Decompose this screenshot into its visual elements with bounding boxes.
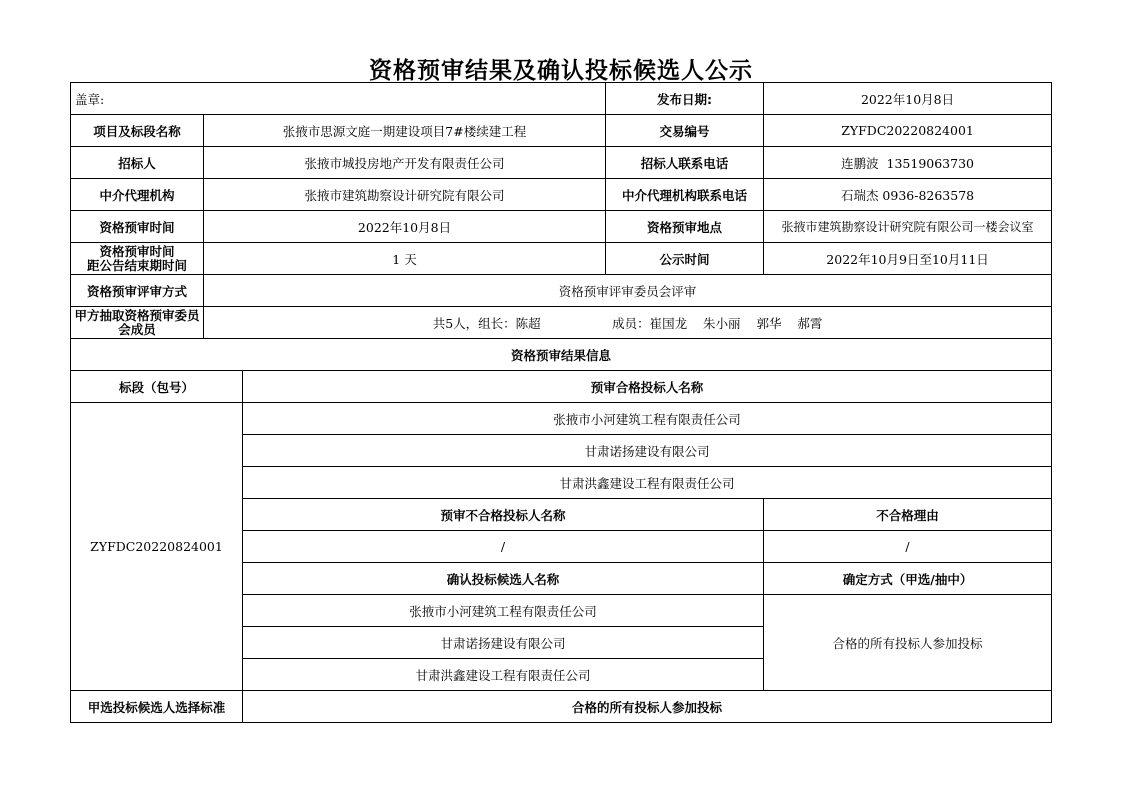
publish-date-value: 2022年10月8日: [764, 83, 1052, 115]
project-label: 项目及标段名称: [71, 115, 204, 147]
tenderer-label: 招标人: [71, 147, 204, 179]
committee-value: 共5人，组长：陈超 成员：崔国龙 朱小丽 郭华 郝霄: [204, 307, 1052, 339]
interval-label-line2: 距公告结束期时间: [86, 257, 187, 273]
standard-label: 甲选投标候选人选择标准: [71, 691, 243, 723]
agency-phone-label: 中介代理机构联系电话: [606, 179, 764, 211]
unqualified-value: /: [243, 531, 764, 563]
candidate-name: 甘肃洪鑫建设工程有限责任公司: [243, 659, 764, 691]
page-title: 资格预审结果及确认投标候选人公示: [369, 58, 753, 84]
interval-label-line1: 资格预审时间: [99, 243, 175, 259]
qualified-header: 预审合格投标人名称: [243, 371, 1052, 403]
unqualified-header: 预审不合格投标人名称: [243, 499, 764, 531]
results-section-title: 资格预审结果信息: [71, 339, 1052, 371]
agency-label: 中介代理机构: [71, 179, 204, 211]
review-method-value: 资格预审评审委员会评审: [204, 275, 1052, 307]
notice-period-value: 2022年10月9日至10月11日: [764, 243, 1052, 275]
prequal-place-label: 资格预审地点: [606, 211, 764, 243]
tenderer-value: 张掖市城投房地产开发有限责任公司: [204, 147, 606, 179]
qualified-bidder: 甘肃诺扬建设有限公司: [243, 435, 1052, 467]
committee-row: [71, 307, 1052, 339]
prequal-time-value: 2022年10月8日: [204, 211, 606, 243]
trade-no-value: ZYFDC20220824001: [764, 115, 1052, 147]
trade-no-label: 交易编号: [606, 115, 764, 147]
tenderer-row: [71, 147, 1052, 179]
reason-header: 不合格理由: [764, 499, 1052, 531]
reason-value: /: [764, 531, 1052, 563]
review-method-label: 资格预审评审方式: [71, 275, 204, 307]
agency-value: 张掖市建筑勘察设计研究院有限公司: [204, 179, 606, 211]
standard-value: 合格的所有投标人参加投标: [243, 691, 1052, 723]
interval-value: 1 天: [204, 243, 606, 275]
tenderer-phone-label: 招标人联系电话: [606, 147, 764, 179]
committee-label: 甲方抽取资格预审委员会成员: [71, 307, 204, 339]
agency-row: [71, 179, 1052, 211]
candidates-header: 确认投标候选人名称: [243, 563, 764, 595]
prequal-time-label: 资格预审时间: [71, 211, 204, 243]
section-title-row: [71, 339, 1052, 371]
announcement-table: [70, 82, 1052, 723]
header-row: [71, 83, 1052, 115]
method-header: 确定方式（甲选/抽中）: [764, 563, 1052, 595]
candidate-name: 张掖市小河建筑工程有限责任公司: [243, 595, 764, 627]
project-value: 张掖市思源文庭一期建设项目7#楼续建工程: [204, 115, 606, 147]
lot-header: 标段（包号）: [71, 371, 243, 403]
qualified-row: [71, 403, 1052, 435]
qualified-bidder: 张掖市小河建筑工程有限责任公司: [243, 403, 1052, 435]
lot-value: ZYFDC20220824001: [71, 403, 243, 691]
method-value: 合格的所有投标人参加投标: [764, 595, 1052, 691]
candidate-name: 甘肃诺扬建设有限公司: [243, 627, 764, 659]
qualified-bidder: 甘肃洪鑫建设工程有限责任公司: [243, 467, 1052, 499]
agency-phone-value: 石瑞杰 0936-8263578: [764, 179, 1052, 211]
tenderer-phone-value: 连鹏波 13519063730: [764, 147, 1052, 179]
seal-label: 盖章:: [71, 83, 606, 115]
prequal-place-value: 张掖市建筑勘察设计研究院有限公司一楼会议室: [764, 211, 1052, 243]
interval-row: [71, 243, 1052, 275]
publish-date-label: 发布日期:: [606, 83, 764, 115]
standard-row: [71, 691, 1052, 723]
review-method-row: [71, 275, 1052, 307]
interval-label: [71, 243, 204, 275]
notice-period-label: 公示时间: [606, 243, 764, 275]
project-row: [71, 115, 1052, 147]
prequal-time-row: [71, 211, 1052, 243]
qualified-header-row: [71, 371, 1052, 403]
